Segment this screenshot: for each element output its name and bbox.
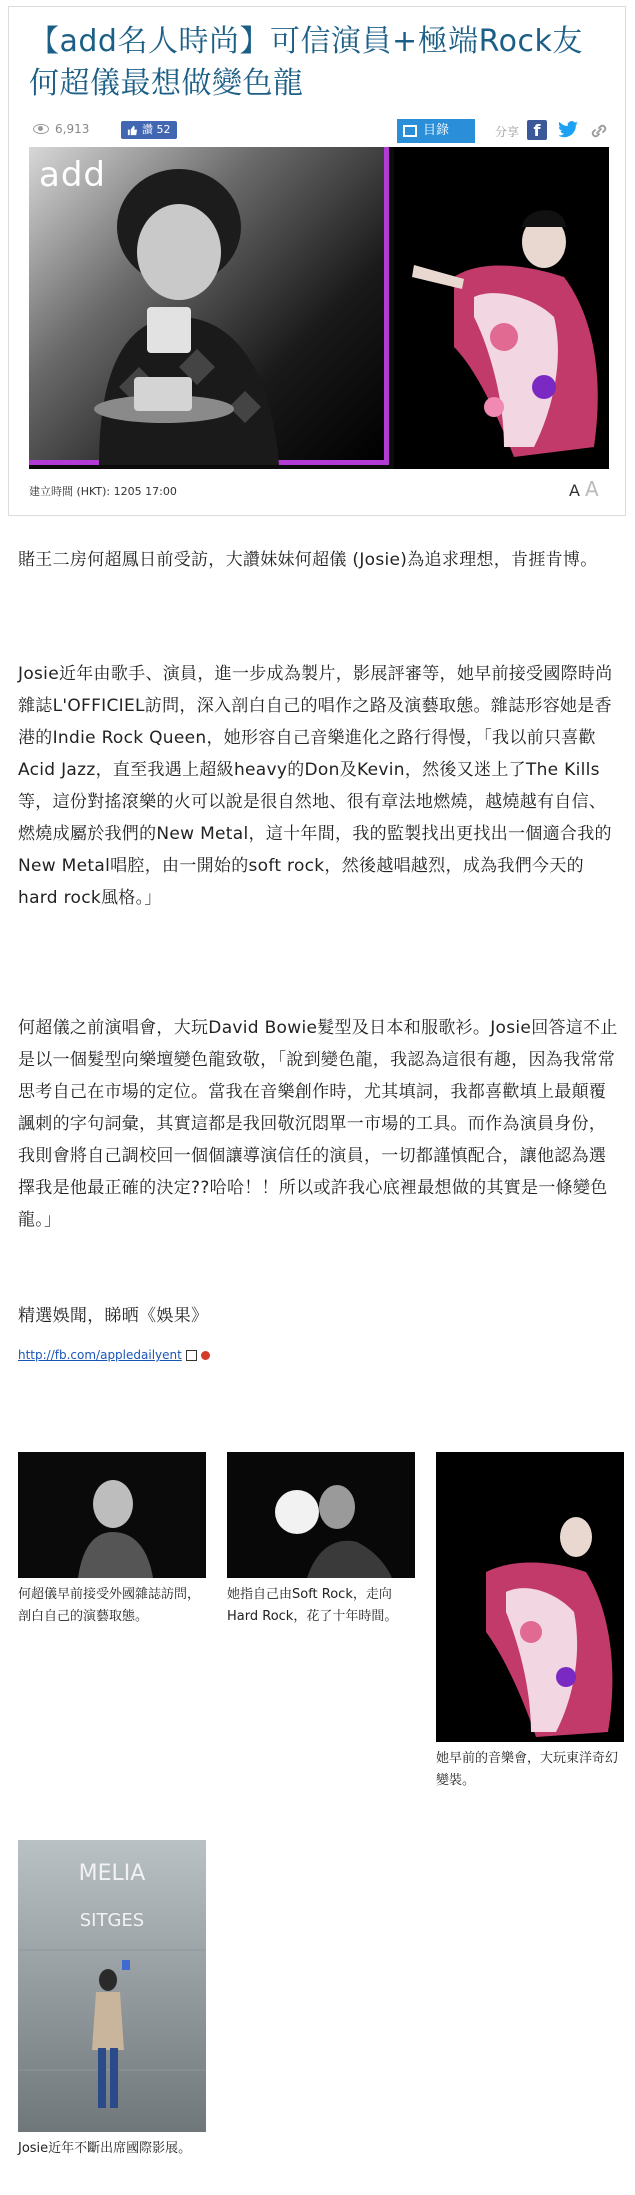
gallery-item-2[interactable]: [227, 1452, 415, 1628]
kimono-performer-illustration: [394, 147, 609, 469]
facebook-page-link[interactable]: [18, 1348, 210, 1362]
paragraph-concert: 何超儀之前演唱會，大玩David Bowie髮型及日本和服歌衫。Josie回答這不止是以一個髮型向樂壇變色龍致敬，「說到變色龍，我認為這很有趣，因為我常常思考自己在市場的定位。當我在音樂創作時，尤其填詞，我都喜歡填上最顛覆諷刺的字句詞彙，其實這都是我回敬沉悶單一市場的工具。而作為演員身份，我則會將自己調校回一個個讓導演信任的演員，一切都謹慎配合，讓他認為選擇我是他最正確的決定??哈哈！！所以或許我心底裡最想做的其實是一條變色龍。」: [18, 1018, 618, 1230]
sign-text-sitges: SITGES: [79, 1910, 145, 1931]
eye-icon: [33, 124, 49, 134]
article-header-card: [8, 6, 626, 516]
gallery-item-3[interactable]: [436, 1452, 624, 1792]
share-label: 分享: [495, 125, 520, 139]
view-count-value: 6,913: [55, 122, 90, 136]
font-size-control[interactable]: [569, 477, 599, 501]
gallery-image-2[interactable]: [227, 1452, 415, 1578]
red-carpet-thumbnail: [18, 1840, 206, 2132]
gallery-caption-2: 她指自己由Soft Rock，走向Hard Rock，花了十年時間。: [227, 1587, 398, 1624]
copy-link-icon[interactable]: [589, 121, 609, 141]
thumbs-up-icon: [127, 125, 138, 136]
article-meta-row: [29, 119, 613, 143]
facebook-like-button[interactable]: [121, 121, 177, 139]
gallery-item-4[interactable]: [18, 1840, 206, 2160]
like-count: 讚 52: [142, 123, 171, 136]
table-of-contents-button[interactable]: [397, 119, 475, 143]
table-of-contents-icon: [403, 125, 417, 137]
font-size-small[interactable]: A: [569, 481, 580, 500]
facebook-page-link-text[interactable]: http://fb.com/appledailyent: [18, 1348, 182, 1362]
gallery-caption-4: Josie近年不斷出席國際影展。: [18, 2141, 192, 2156]
view-count: [33, 122, 89, 136]
table-of-contents-label: 目錄: [423, 123, 450, 138]
article-headline: 【add名人時尚】可信演員+極端Rock友何超儀最想做變色龍: [29, 24, 583, 101]
kimono-thumbnail: [436, 1452, 624, 1742]
hero-image[interactable]: [29, 147, 609, 469]
gallery-item-1[interactable]: [18, 1452, 206, 1628]
paragraph-promo: 精選娛聞，睇晒《娛果》: [18, 1306, 209, 1326]
gallery-caption-1: 何超儀早前接受外國雜誌訪問，剖白自己的演藝取態。: [18, 1587, 201, 1624]
apple-icon: [201, 1351, 210, 1360]
gallery-image-3[interactable]: [436, 1452, 624, 1742]
hero-photo-kimono: [394, 147, 609, 469]
brand-logo: add: [39, 155, 106, 195]
lamp-portrait-thumbnail: [227, 1452, 415, 1578]
gallery-image-4[interactable]: [18, 1840, 206, 2132]
external-link-icon: [186, 1350, 197, 1361]
font-size-large[interactable]: A: [585, 477, 599, 501]
facebook-share-icon[interactable]: f: [527, 120, 547, 140]
paragraph-intro: 賭王二房何超鳳日前受訪，大讚妹妹何超儀 (Josie)為追求理想，肯捱肯博。: [18, 550, 598, 570]
portrait-thumbnail: [18, 1452, 206, 1578]
paragraph-interview: Josie近年由歌手、演員，進一步成為製片，影展評審等，她早前接受國際時尚雜誌L'OFFICIEL訪問，深入剖白自己的唱作之路及演藝取態。雜誌形容她是香港的Indie Rock Queen，她形容自己音樂進化之路行得慢，「我以前只喜歡Acid Jazz，直至我遇上超級heavy的Don及Kevin，然後又迷上了The Kills等，這份對搖滾樂的火可以說是很自然地、很有章法地燃燒，越燒越有自信、燃燒成屬於我們的New Metal，這十年間，我的監製找出更找出一個適合我的New Metal唱腔，由一開始的soft rock，然後越唱越烈，成為我們今天的hard rock風格。」: [18, 664, 613, 908]
sign-text-melia: MELIA: [78, 1861, 146, 1886]
hero-photo-coffee: [29, 147, 389, 465]
gallery-image-1[interactable]: [18, 1452, 206, 1578]
twitter-share-icon[interactable]: [557, 121, 579, 139]
publish-time: 建立時間 (HKT): 1205 17:00: [29, 485, 177, 498]
gallery-caption-3: 她早前的音樂會，大玩東洋奇幻變裝。: [436, 1751, 619, 1788]
